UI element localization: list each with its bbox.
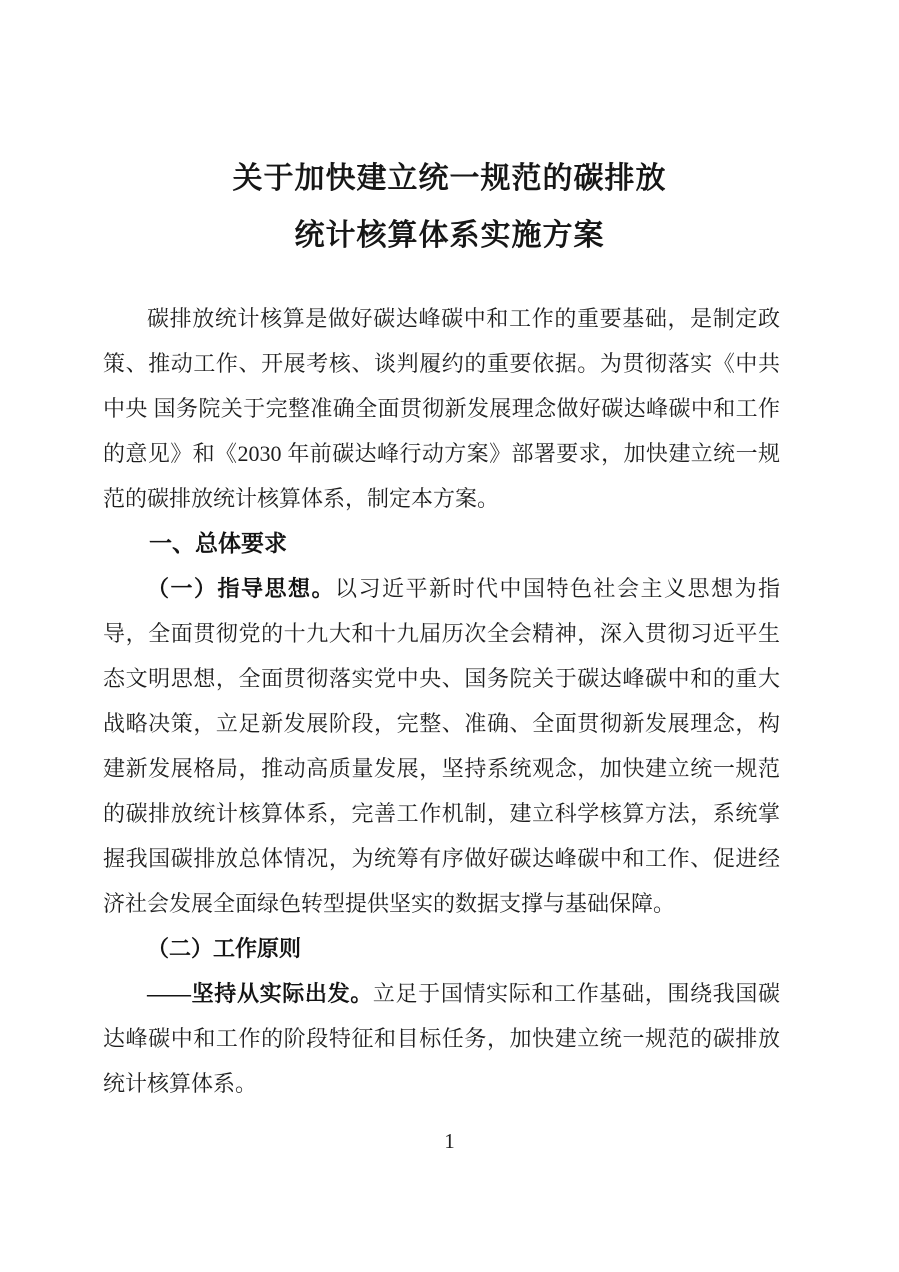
- guiding-ideology-paragraph: [103, 566, 780, 926]
- principle-text: 立足于国情实际和工作基础，围绕我国碳达峰碳中和工作的阶段特征和目标任务，加快建立统一规范的碳排放统计核算体系。: [103, 981, 780, 1096]
- intro-paragraph: 碳排放统计核算是做好碳达峰碳中和工作的重要基础，是制定政策、推动工作、开展考核、谈判履约的重要依据。为贯彻落实《中共中央 国务院关于完整准确全面贯彻新发展理念做好碳达峰碳中和工作的意见》和《2030 年前碳达峰行动方案》部署要求，加快建立统一规范的碳排放统计核算体系，制定本方案。: [103, 306, 780, 511]
- title-line-1: 关于加快建立统一规范的碳排放: [232, 162, 667, 195]
- principle-lead: ——坚持从实际出发。: [147, 981, 373, 1006]
- document-body: [103, 296, 780, 1106]
- page-number: 1: [444, 1129, 455, 1153]
- work-principles-heading: （二）工作原则: [147, 936, 302, 961]
- guiding-ideology-lead: （一）指导思想。: [147, 576, 335, 601]
- document-title: [0, 0, 899, 264]
- principle-paragraph: [103, 971, 780, 1106]
- guiding-ideology-text: 以习近平新时代中国特色社会主义思想为指导，全面贯彻党的十九大和十九届历次全会精神，深入贯彻习近平生态文明思想，全面贯彻落实党中央、国务院关于碳达峰碳中和的重大战略决策，立足新发展阶段，完整、准确、全面贯彻新发展理念，构建新发展格局，推动高质量发展，坚持系统观念，加快建立统一规范的碳排放统计核算体系，完善工作机制，建立科学核算方法，系统掌握我国碳排放总体情况，为统筹有序做好碳达峰碳中和工作、促进经济社会发展全面绿色转型提供坚实的数据支撑与基础保障。: [103, 576, 780, 916]
- title-line-2: 统计核算体系实施方案: [294, 219, 605, 252]
- section-1-heading: 一、总体要求: [149, 530, 287, 556]
